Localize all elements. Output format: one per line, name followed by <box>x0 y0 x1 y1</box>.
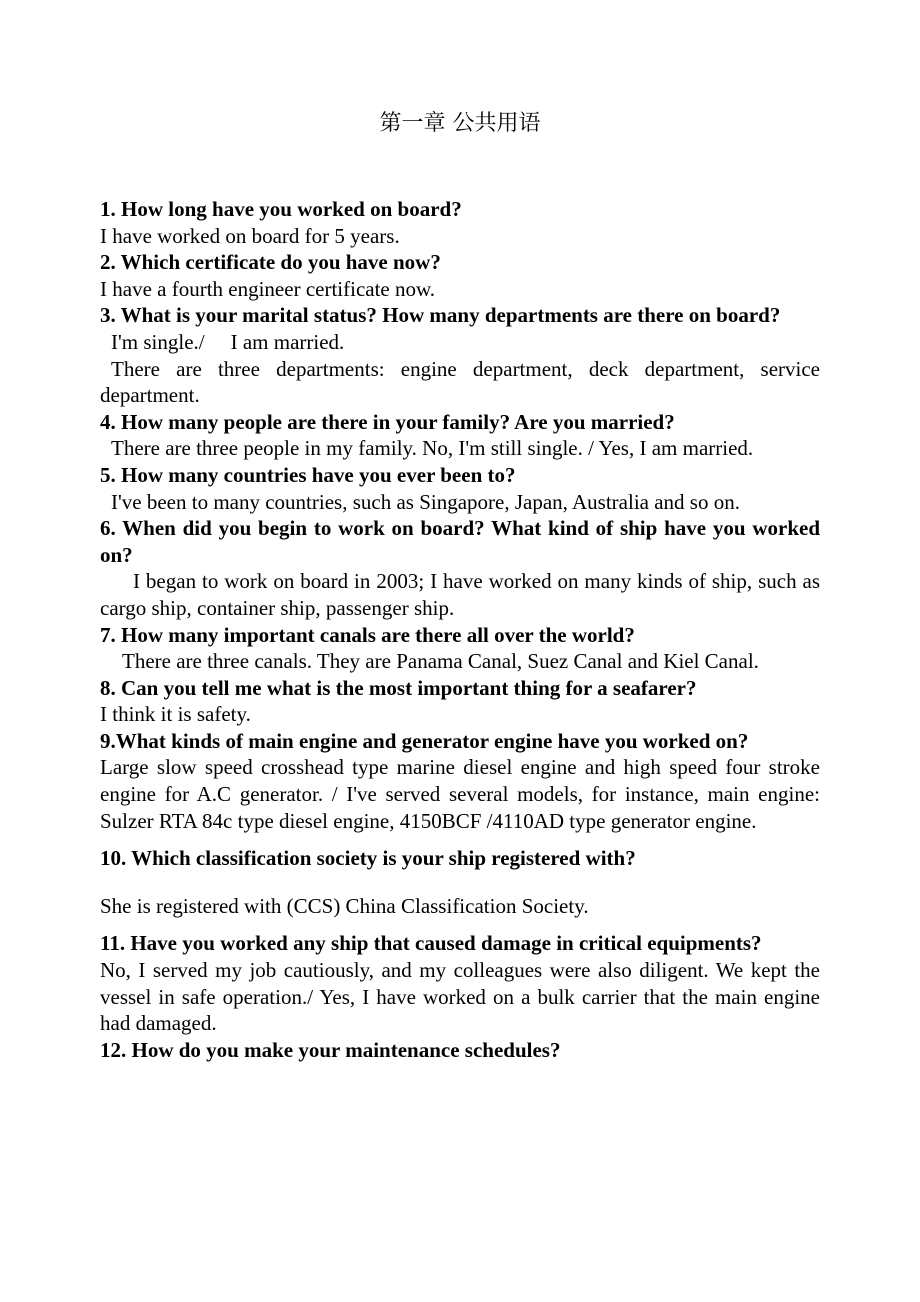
question: 5. How many countries have you ever been to? <box>100 462 516 487</box>
question: 11. Have you worked any ship that caused damage in critical equipments? <box>100 931 762 956</box>
answer: No, I served my job cautiously, and my colleagues were also diligent. We kept the vessel in safe operation./ Yes, I have worked on a bulk carrier that the main engine had damaged. <box>100 958 820 1036</box>
question: 9.What kinds of main engine and generator engine have you worked on? <box>100 728 749 753</box>
answer: There are three departments: engine department, deck department, service department. <box>100 356 820 408</box>
question: 4. How many people are there in your family? Are you married? <box>100 409 675 434</box>
question: 7. How many important canals are there all over the world? <box>100 622 635 647</box>
answer: I began to work on board in 2003; I have worked on many kinds of ship, such as cargo ship, container ship, passenger ship. <box>100 569 820 620</box>
answer <box>100 329 820 356</box>
question: 3. What is your marital status? How many departments are there on board? <box>100 303 781 328</box>
chapter-title: 第一章 公共用语 <box>379 111 541 136</box>
answer: She is registered with (CCS) China Classification Society. <box>100 893 589 918</box>
question: 8. Can you tell me what is the most important thing for a seafarer? <box>100 675 697 700</box>
answer-part: I am married. <box>230 329 345 354</box>
answer: Large slow speed crosshead type marine diesel engine and high speed four stroke engine for A.C generator. / I've served several models, for instance, main engine: Sulzer RTA 84c type diesel engine, 4150BCF /4110AD type generator engine. <box>100 755 820 833</box>
answer: There are three canals. They are Panama Canal, Suez Canal and Kiel Canal. <box>122 649 759 674</box>
answer: I've been to many countries, such as Singapore, Japan, Australia and so on. <box>111 489 740 514</box>
question: 10. Which classification society is your ship registered with? <box>100 846 636 871</box>
answer: I have worked on board for 5 years. <box>100 223 400 248</box>
question: 6. When did you begin to work on board? What kind of ship have you worked on? <box>100 516 820 567</box>
question: 1. How long have you worked on board? <box>100 197 462 221</box>
answer-part: I'm single./ <box>111 329 205 354</box>
qa-list <box>100 196 820 1063</box>
answer: I have a fourth engineer certificate now. <box>100 276 436 301</box>
question: 12. How do you make your maintenance schedules? <box>100 1037 561 1062</box>
answer: I think it is safety. <box>100 702 251 727</box>
question: 2. Which certificate do you have now? <box>100 250 441 275</box>
answer: There are three people in my family. No, I'm still single. / Yes, I am married. <box>111 436 754 461</box>
